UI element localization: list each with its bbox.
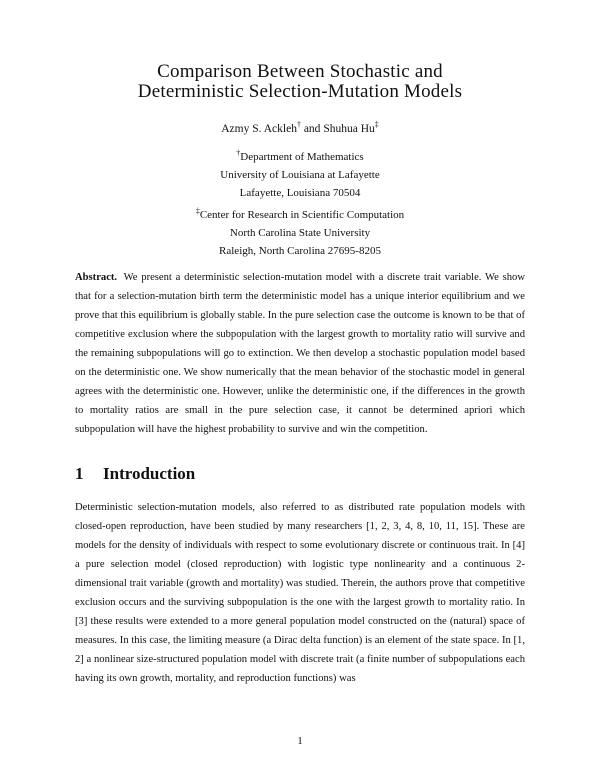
affiliation-2-line-1 xyxy=(40,206,560,224)
section-heading-introduction xyxy=(75,463,195,485)
affiliation-1 xyxy=(40,148,560,202)
author-2-footnote-mark: ‡ xyxy=(374,120,379,130)
affiliation-2-address: Raleigh, North Carolina 27695-8205 xyxy=(219,245,381,257)
abstract-label: Abstract. xyxy=(75,272,118,283)
author-1-name: Azmy S. Ackleh xyxy=(221,123,297,135)
author-1-footnote-mark: † xyxy=(296,120,301,130)
section-number: 1 xyxy=(75,464,84,483)
paper-title xyxy=(40,62,560,102)
authors-line xyxy=(40,122,560,136)
affiliation-2-institution: North Carolina State University xyxy=(229,227,371,239)
paper-title-line-1: Comparison Between Stochastic and xyxy=(157,61,443,82)
affiliation-2 xyxy=(40,206,560,260)
affiliation-1-institution: University of Louisiana at Lafayette xyxy=(220,169,380,181)
affiliation-2-center: Center for Research in Scientific Computation xyxy=(199,209,405,221)
author-2-name: Shuhua Hu xyxy=(323,123,375,135)
affiliation-1-line-1 xyxy=(40,148,560,166)
page-number: 1 xyxy=(297,735,303,747)
affiliation-1-mark: † xyxy=(236,148,241,158)
affiliation-1-department: Department of Mathematics xyxy=(240,151,364,163)
abstract xyxy=(75,268,525,439)
section-title: Introduction xyxy=(103,464,196,483)
affiliation-1-address: Lafayette, Louisiana 70504 xyxy=(239,187,361,199)
abstract-text: We present a deterministic selection-mutation model with a discrete trait variable. We show that for a selection-mutation birth term the deterministic model has a unique interior equilibrium and we prove that this equilibrium is globally stable. In the pure selection case the outcome is known to be that of competitive exclusion where the subpopulation with the largest growth to mortality ratio will survive and the remaining subpopulations will go to extinction. We then develop a stochastic population model based on the deterministic one. We show numerically that the mean behavior of the stochastic model in general agrees with the deterministic one. However, unlike the deterministic one, if the differences in the growth to mortality ratios are small in the pure selection case, it cannot be determined apriori which subpopulation will have the highest probability to survive and win the competition. xyxy=(75,272,525,435)
introduction-paragraph: Deterministic selection-mutation models, also referred to as distributed rate population models with closed-open reproduction, have been studied by many researchers [1, 2, 3, 4, 8, 10, 11, 15]. These are models for the density of individuals with respect to some evolutionary discrete or continuous trait. In [4] a pure selection model (closed reproduction) with logistic type nonlinearity and a continuous 2-dimensional trait variable (growth and mortality) was studied. Therein, the authors prove that competitive exclusion occurs and the surviving subpopulation is the one with the largest growth to mortality ratio. In [3] these results were extended to a more general population model constructed on the (natural) space of measures. In this case, the limiting measure (a Dirac delta function) is an element of the state space. In [1, 2] a nonlinear size-structured population model with discrete trait (a finite number of subpopulations each having its own growth, mortality, and reproduction functions) was xyxy=(75,502,525,684)
affiliation-2-mark: ‡ xyxy=(195,206,200,216)
authors-connector: and xyxy=(300,123,324,135)
paper-title-line-2: Deterministic Selection-Mutation Models xyxy=(137,81,463,102)
